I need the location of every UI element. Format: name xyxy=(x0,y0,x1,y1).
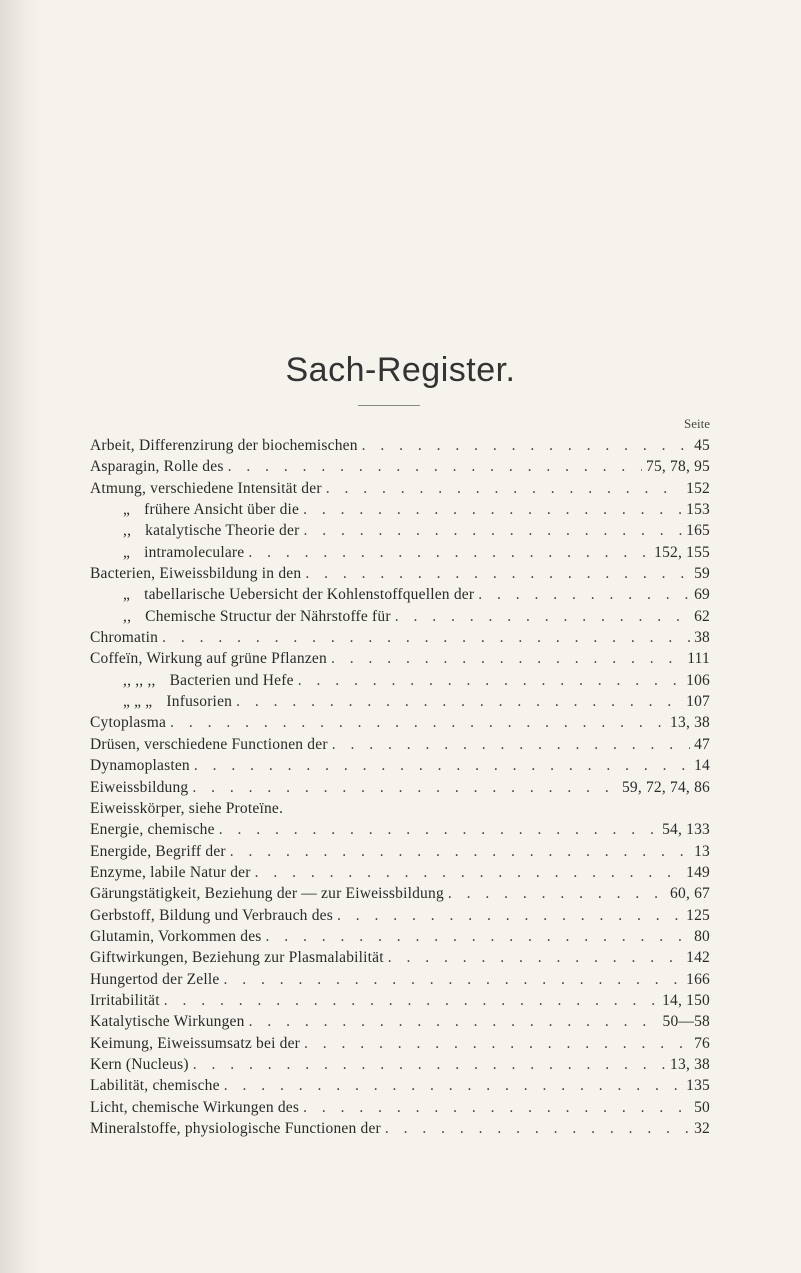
dot-leader xyxy=(232,691,682,712)
column-header-seite: Seite xyxy=(684,416,710,431)
dot-leader xyxy=(294,670,682,691)
index-term xyxy=(90,584,474,605)
term-text: Gärungstätigkeit, Beziehung der — zur Eiweissbildung xyxy=(90,885,444,903)
index-term xyxy=(90,499,299,520)
page-numbers: 38 xyxy=(694,629,710,647)
dot-leader xyxy=(300,1033,690,1054)
index-entry xyxy=(90,627,710,648)
page-numbers: 54, 133 xyxy=(662,821,710,839)
ditto-mark: ,, xyxy=(123,522,132,540)
page-numbers: 106 xyxy=(686,671,710,689)
term-text: Bacterien, Eiweissbildung in den xyxy=(90,565,302,583)
dot-leader xyxy=(251,862,683,883)
index-term xyxy=(90,691,232,712)
page-numbers: 14, 150 xyxy=(662,991,710,1009)
index-entry xyxy=(90,947,710,968)
page-title: Sach-Register. xyxy=(285,351,516,389)
dot-leader xyxy=(384,947,682,968)
title-divider xyxy=(358,405,420,406)
term-text: intramoleculare xyxy=(144,543,245,561)
index-term xyxy=(90,926,262,947)
dot-leader xyxy=(245,1011,659,1032)
dot-leader xyxy=(358,435,690,456)
index-term xyxy=(90,755,190,776)
page-numbers: 135 xyxy=(686,1077,710,1095)
dot-leader xyxy=(188,777,618,798)
index-entry xyxy=(90,712,710,733)
page-numbers: 152 xyxy=(686,479,710,497)
index-entry xyxy=(90,798,710,819)
dot-leader xyxy=(444,883,666,904)
page-numbers: 13, 38 xyxy=(670,1055,710,1073)
page-numbers: 75, 78, 95 xyxy=(646,458,710,476)
ditto-mark: „ xyxy=(123,501,131,519)
term-text: Katalytische Wirkungen xyxy=(90,1013,245,1031)
dot-leader xyxy=(166,712,666,733)
dot-leader xyxy=(189,1054,666,1075)
index-term xyxy=(90,1075,220,1096)
page-numbers: 111 xyxy=(687,650,710,668)
term-text: Keimung, Eiweissumsatz bei der xyxy=(90,1034,301,1052)
index-entry xyxy=(90,542,710,563)
term-text: Licht, chemische Wirkungen des xyxy=(90,1098,300,1116)
index-entry xyxy=(90,478,710,499)
dot-leader xyxy=(327,648,683,669)
term-text: Irritabilität xyxy=(90,991,160,1009)
index-term xyxy=(90,627,158,648)
index-entry xyxy=(90,499,710,520)
term-text: Giftwirkungen, Beziehung zur Plasmalabilität xyxy=(90,949,384,967)
index-entry xyxy=(90,1075,710,1096)
index-term xyxy=(90,841,226,862)
dot-leader xyxy=(224,456,642,477)
index-entry xyxy=(90,456,710,477)
index-term xyxy=(90,947,384,968)
page-numbers: 76 xyxy=(694,1034,710,1052)
index-entry xyxy=(90,777,710,798)
term-text: Gerbstoff, Bildung und Verbrauch des xyxy=(90,906,333,924)
dot-leader xyxy=(301,563,690,584)
index-entry xyxy=(90,990,710,1011)
dot-leader xyxy=(381,1118,690,1139)
term-text: katalytische Theorie der xyxy=(145,522,300,540)
index-term xyxy=(90,478,322,499)
index-entry xyxy=(90,862,710,883)
index-entry xyxy=(90,905,710,926)
index-entry xyxy=(90,584,710,605)
term-text: tabellarische Uebersicht der Kohlenstoffquellen der xyxy=(144,586,475,604)
dot-leader xyxy=(262,926,691,947)
index-entry xyxy=(90,606,710,627)
index-term xyxy=(90,1033,300,1054)
page-numbers: 62 xyxy=(694,607,710,625)
index-entry xyxy=(90,926,710,947)
term-text: Eiweissbildung xyxy=(90,778,189,796)
index-entry xyxy=(90,1033,710,1054)
index-term xyxy=(90,798,283,819)
term-text: frühere Ansicht über die xyxy=(144,501,300,519)
index-term xyxy=(90,969,219,990)
term-text: Glutamin, Vorkommen des xyxy=(90,927,262,945)
ditto-mark: „ „ „ xyxy=(123,693,153,711)
index-entry xyxy=(90,520,710,541)
index-entry xyxy=(90,563,710,584)
index-entry xyxy=(90,1118,710,1139)
index-term xyxy=(90,819,215,840)
index-term xyxy=(90,563,301,584)
term-text: Labilität, chemische xyxy=(90,1077,220,1095)
page-numbers: 60, 67 xyxy=(670,885,710,903)
index-term xyxy=(90,712,166,733)
page-numbers: 142 xyxy=(686,949,710,967)
ditto-mark: ,, xyxy=(123,607,132,625)
page-numbers: 125 xyxy=(686,906,710,924)
index-term xyxy=(90,456,224,477)
index-entry xyxy=(90,435,710,456)
index-entry xyxy=(90,969,710,990)
term-text: Bacterien und Hefe xyxy=(169,671,294,689)
dot-leader xyxy=(220,1075,682,1096)
index-term xyxy=(90,777,188,798)
term-text: Infusorien xyxy=(166,693,233,711)
page-numbers: 149 xyxy=(686,863,710,881)
page-numbers: 13 xyxy=(694,842,710,860)
page-numbers: 152, 155 xyxy=(654,543,710,561)
dot-leader xyxy=(299,1097,690,1118)
dot-leader xyxy=(160,990,658,1011)
page-numbers: 69 xyxy=(694,586,710,604)
index-term xyxy=(90,606,391,627)
page-edge-shadow xyxy=(0,0,42,1273)
ditto-mark: ,, ,, ,, xyxy=(123,671,156,689)
index-term xyxy=(90,670,294,691)
dot-leader xyxy=(328,734,690,755)
index-term xyxy=(90,862,251,883)
index-entry xyxy=(90,841,710,862)
index-entry xyxy=(90,691,710,712)
index-entry xyxy=(90,1054,710,1075)
index-term xyxy=(90,542,244,563)
dot-leader xyxy=(333,905,682,926)
term-text: Chemische Structur der Nährstoffe für xyxy=(145,607,391,625)
page-numbers: 47 xyxy=(694,735,710,753)
term-text: Hungertod der Zelle xyxy=(90,970,220,988)
index-term xyxy=(90,1011,245,1032)
dot-leader xyxy=(322,478,682,499)
page-numbers: 59 xyxy=(694,565,710,583)
term-text: Arbeit, Differenzirung der biochemischen xyxy=(90,437,358,454)
dot-leader xyxy=(215,819,658,840)
term-text: Coffeïn, Wirkung auf grüne Pflanzen xyxy=(90,650,327,668)
page-numbers: 166 xyxy=(686,970,710,988)
dot-leader xyxy=(244,542,650,563)
index-term xyxy=(90,1097,299,1118)
page-numbers: 13, 38 xyxy=(670,714,710,732)
index-entry xyxy=(90,819,710,840)
index-term xyxy=(90,883,444,904)
page-numbers: 80 xyxy=(694,927,710,945)
term-text: Atmung, verschiedene Intensität der xyxy=(90,479,322,497)
dot-leader xyxy=(190,755,690,776)
term-text: Kern (Nucleus) xyxy=(90,1055,189,1073)
index-entry xyxy=(90,734,710,755)
dot-leader xyxy=(219,969,682,990)
page-numbers: 59, 72, 74, 86 xyxy=(621,778,710,796)
term-text: Drüsen, verschiedene Functionen der xyxy=(90,735,328,753)
term-text: Chromatin xyxy=(90,629,159,647)
term-text: Cytoplasma xyxy=(90,714,167,732)
dot-leader xyxy=(226,841,690,862)
index-term xyxy=(90,1054,189,1075)
index-entry xyxy=(90,670,710,691)
ditto-mark: „ xyxy=(123,543,131,561)
index-entry xyxy=(90,755,710,776)
page-numbers: 50 xyxy=(694,1098,710,1116)
index-term xyxy=(90,905,333,926)
index-term xyxy=(90,648,327,669)
index-term xyxy=(90,734,328,755)
page-numbers: 153 xyxy=(686,501,710,519)
term-text: Dynamoplasten xyxy=(90,757,190,775)
term-text: Enzyme, labile Natur der xyxy=(90,863,251,881)
page-numbers: 165 xyxy=(686,522,710,540)
index-entries xyxy=(90,435,710,1139)
index-entry xyxy=(90,648,710,669)
page-numbers: 32 xyxy=(694,1120,710,1137)
dot-leader xyxy=(474,584,690,605)
ditto-mark: „ xyxy=(123,586,131,604)
index-entry xyxy=(90,1097,710,1118)
page-numbers: 50—58 xyxy=(662,1013,710,1031)
dot-leader xyxy=(299,499,682,520)
index-term xyxy=(90,520,299,541)
page-numbers: 107 xyxy=(686,693,710,711)
index-entry xyxy=(90,883,710,904)
dot-leader xyxy=(391,606,690,627)
dot-leader xyxy=(299,520,682,541)
index-term xyxy=(90,435,358,456)
dot-leader xyxy=(158,627,690,648)
index-entry xyxy=(90,1011,710,1032)
term-text: Eiweisskörper, siehe Proteïne. xyxy=(90,799,284,817)
index-term xyxy=(90,1118,381,1139)
term-text: Energide, Begriff der xyxy=(90,842,226,860)
term-text: Energie, chemische xyxy=(90,821,215,839)
index-term xyxy=(90,990,160,1011)
term-text: Asparagin, Rolle des xyxy=(90,458,224,476)
page-numbers: 45 xyxy=(694,437,710,454)
page-numbers: 14 xyxy=(694,757,710,775)
term-text: Mineralstoffe, physiologische Functionen der xyxy=(90,1120,381,1137)
